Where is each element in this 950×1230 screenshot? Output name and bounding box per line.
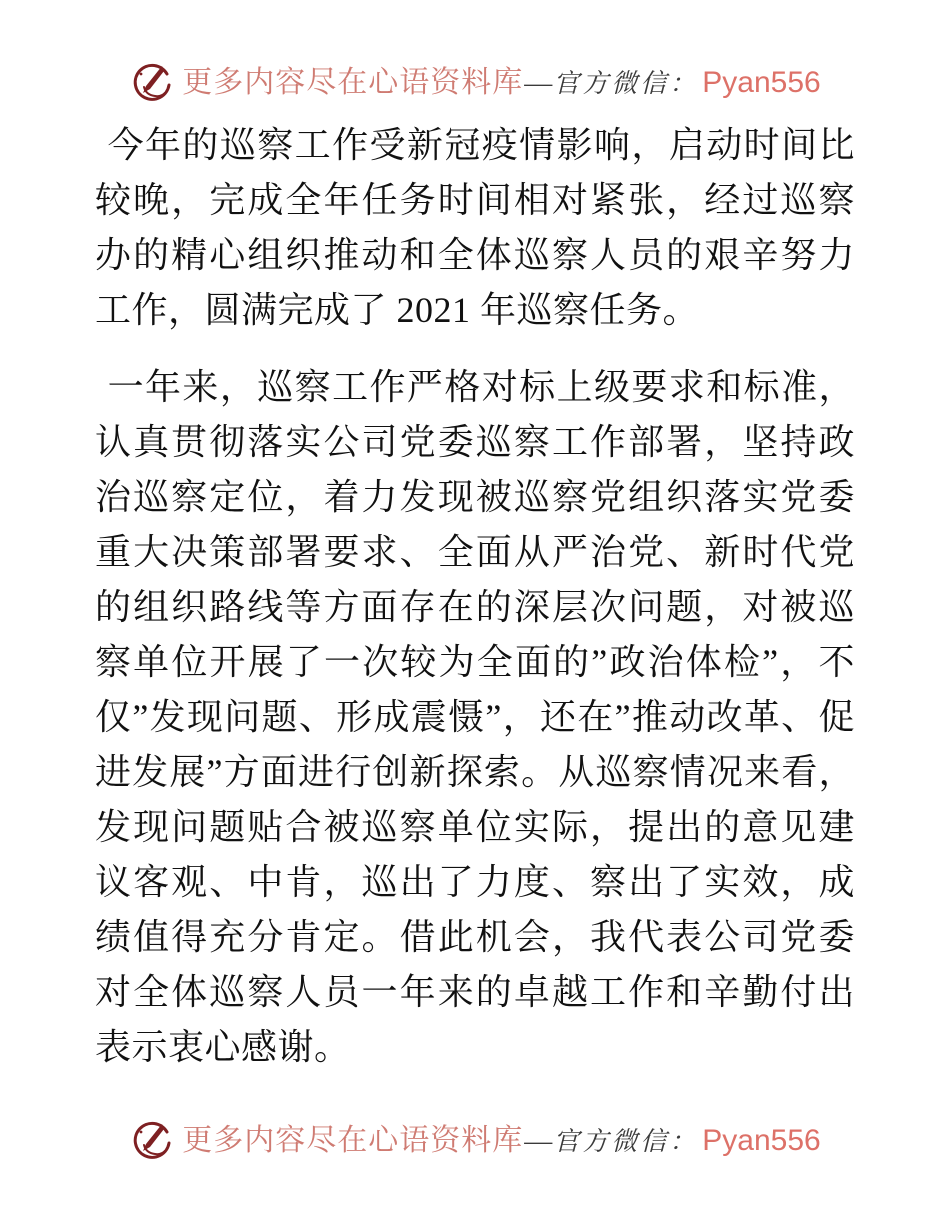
header-brand-bar — [0, 0, 950, 106]
header-brand-text — [182, 68, 820, 98]
wechat-id: Pyan556 — [702, 1124, 821, 1157]
brand-name: 更多内容尽在心语资料库 — [182, 66, 524, 99]
pen-circle-logo-icon — [129, 60, 173, 106]
wechat-label: 官方微信： — [553, 1127, 699, 1156]
footer-brand-bar — [0, 1118, 950, 1230]
document-body — [0, 106, 950, 1097]
brand-name: 更多内容尽在心语资料库 — [182, 1124, 524, 1157]
brand-separator: — — [524, 1126, 553, 1157]
wechat-label: 官方微信： — [553, 69, 699, 98]
brand-separator: — — [524, 68, 553, 99]
paragraph-2: 一年来，巡察工作严格对标上级要求和标准，认真贯彻落实公司党委巡察工作部署，坚持政治巡察定位，着力发现被巡察党组织落实党委重大决策部署要求、全面从严治党、新时代党的组织路线等方面存在的深层次问题，对被巡察单位开展了一次较为全面的”政治体检”，不仅”发现问题、形成震慑”，还在”推动改革、促进发展”方面进行创新探索。从巡察情况来看，发现问题贴合被巡察单位实际，提出的意见建议客观、中肯，巡出了力度、察出了实效，成绩值得充分肯定。借此机会，我代表公司党委对全体巡察人员一年来的卓越工作和辛勤付出表示衷心感谢。 — [95, 367, 855, 1067]
footer-brand-text — [182, 1126, 820, 1156]
paragraph-1: 今年的巡察工作受新冠疫情影响，启动时间比较晚，完成全年任务时间相对紧张，经过巡察办的精心组织推动和全体巡察人员的艰辛努力工作，圆满完成了 2021 年巡察任务。 — [95, 125, 855, 330]
pen-circle-logo-icon — [129, 1118, 173, 1164]
wechat-id: Pyan556 — [702, 66, 821, 99]
